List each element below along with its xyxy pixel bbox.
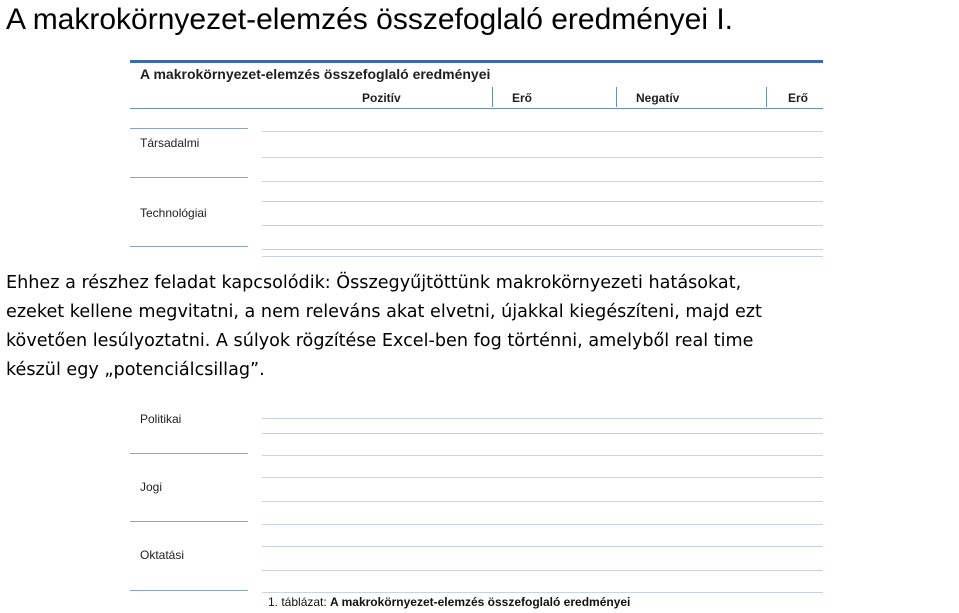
header-divider-1 xyxy=(492,87,493,107)
caption-title: A makrokörnyezet-elemzés összefoglaló eredményei xyxy=(330,595,631,609)
row-line xyxy=(262,477,823,478)
row-label-social: Társadalmi xyxy=(140,136,200,150)
row-label-political: Politikai xyxy=(140,412,182,426)
slide-title: A makrokörnyezet-elemzés összefoglaló eredményei I. xyxy=(6,3,734,36)
row-line xyxy=(262,433,823,434)
row-line xyxy=(262,570,823,571)
table-caption xyxy=(268,595,630,609)
paragraph-line: Ehhez a részhez feladat kapcsolódik: Összegyűjtöttünk makrokörnyezeti hatásokat, xyxy=(6,273,742,293)
row-line xyxy=(262,201,823,202)
row-line xyxy=(262,181,823,182)
header-divider-3 xyxy=(766,87,767,107)
paragraph-line: készül egy „potenciálcsillag”. xyxy=(6,360,265,380)
label-rule xyxy=(130,128,248,129)
task-description xyxy=(6,269,956,385)
row-line xyxy=(262,592,823,593)
row-line xyxy=(262,418,823,419)
row-line xyxy=(262,249,823,250)
column-header-strength-1: Erő xyxy=(512,91,533,105)
row-label-legal: Jogi xyxy=(140,480,163,494)
row-label-technological: Technológiai xyxy=(140,206,207,220)
paragraph-line: követően lesúlyoztatni. A súlyok rögzítése Excel-ben fog történni, amelyből real time xyxy=(6,331,754,351)
label-rule xyxy=(130,246,248,247)
row-line xyxy=(262,501,823,502)
paragraph-line: ezeket kellene megvitatni, a nem releváns akat elvetni, újakkal kiegészíteni, majd ezt xyxy=(6,302,762,322)
label-rule xyxy=(130,590,248,591)
row-line xyxy=(262,131,823,132)
row-line xyxy=(262,455,823,456)
caption-prefix: 1. táblázat: xyxy=(268,595,331,609)
table-screenshot-top xyxy=(130,60,823,264)
label-rule xyxy=(130,177,248,178)
label-rule xyxy=(130,453,248,454)
table-screenshot-bottom xyxy=(130,410,823,613)
header-divider-2 xyxy=(616,87,617,107)
column-header-negative: Negatív xyxy=(636,91,680,105)
column-header-positive: Pozitív xyxy=(362,91,401,105)
header-underline xyxy=(130,108,823,109)
row-line xyxy=(262,225,823,226)
column-header-strength-2: Erő xyxy=(788,91,809,105)
row-line xyxy=(262,546,823,547)
table-title: A makrokörnyezet-elemzés összefoglaló eredményei xyxy=(140,66,491,82)
row-line xyxy=(262,256,823,257)
row-line xyxy=(262,157,823,158)
label-rule xyxy=(130,521,248,522)
row-line xyxy=(262,524,823,525)
row-label-educational: Oktatási xyxy=(140,548,185,562)
table-top-bar xyxy=(130,60,823,63)
